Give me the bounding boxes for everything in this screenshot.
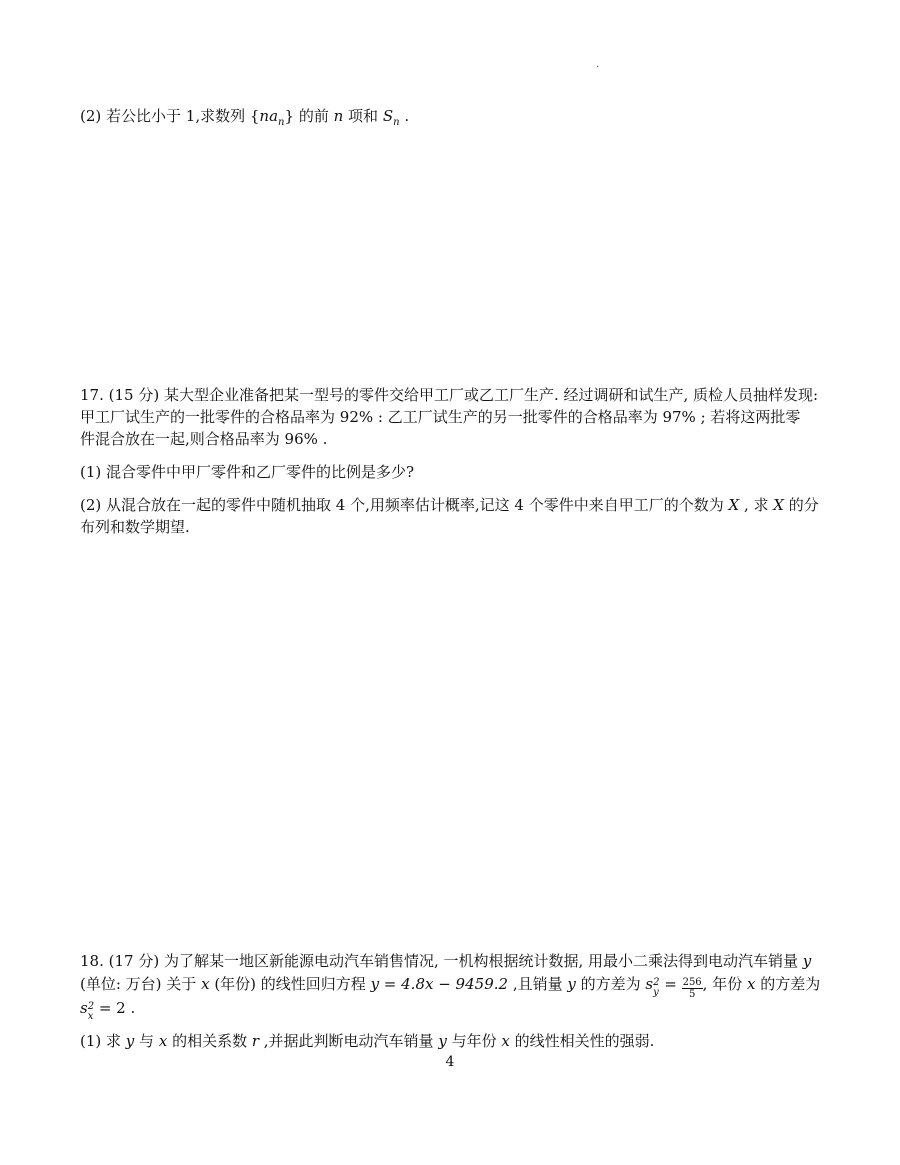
q18-part-1: (1) 求 y 与 x 的相关系数 r ,并据此判断电动汽车销量 y 与年份 x 的线性相关性的强弱. [80,1032,655,1050]
q18-line-1: 18. (17 分) 为了解某一地区新能源电动汽车销售情况, 一机构根据统计数据, 用最小二乘法得到电动汽车销量 y [80,952,812,970]
q17-line-1: 17. (15 分) 某大型企业准备把某一型号的零件交给甲工厂或乙工厂生产. 经过调研和试生产, 质检人员抽样发现: [80,386,819,404]
page-number: 4 [445,1054,455,1070]
q18-line-3: s 2 x = 2 . [80,999,136,1022]
q18-line-2: (单位: 万台) 关于 x (年份) 的线性回归方程 y = 4.8x − 9459.2 ,且销量 y 的方差为 s 2 y = $\frac{256}{5}$ , 年份 x 的方差为 [80,975,821,1000]
q17-line-3: 件混合放在一起,则合格品率为 96% . [80,430,328,448]
q17-part-2-line-2: 布列和数学期望. [80,518,190,536]
header-dot: . [596,59,600,70]
q17-part-1: (1) 混合零件中甲厂零件和乙厂零件的比例是多少? [80,463,415,481]
q16-part2: (2) 若公比小于 1,求数列 $\{na_n\}$ 的前 n 项和 $S_n$ . [80,107,410,128]
q17-line-2: 甲工厂试生产的一批零件的合格品率为 92% : 乙工厂试生产的另一批零件的合格品率为 97% ; 若将这两批零 [80,408,801,426]
variance-fraction: $\frac{256}{5}$ [682,977,702,1000]
q17-part-2-line-1: (2) 从混合放在一起的零件中随机抽取 4 个,用频率估计概率,记这 4 个零件中来自甲工厂的个数为 X , 求 X 的分 [80,496,819,514]
